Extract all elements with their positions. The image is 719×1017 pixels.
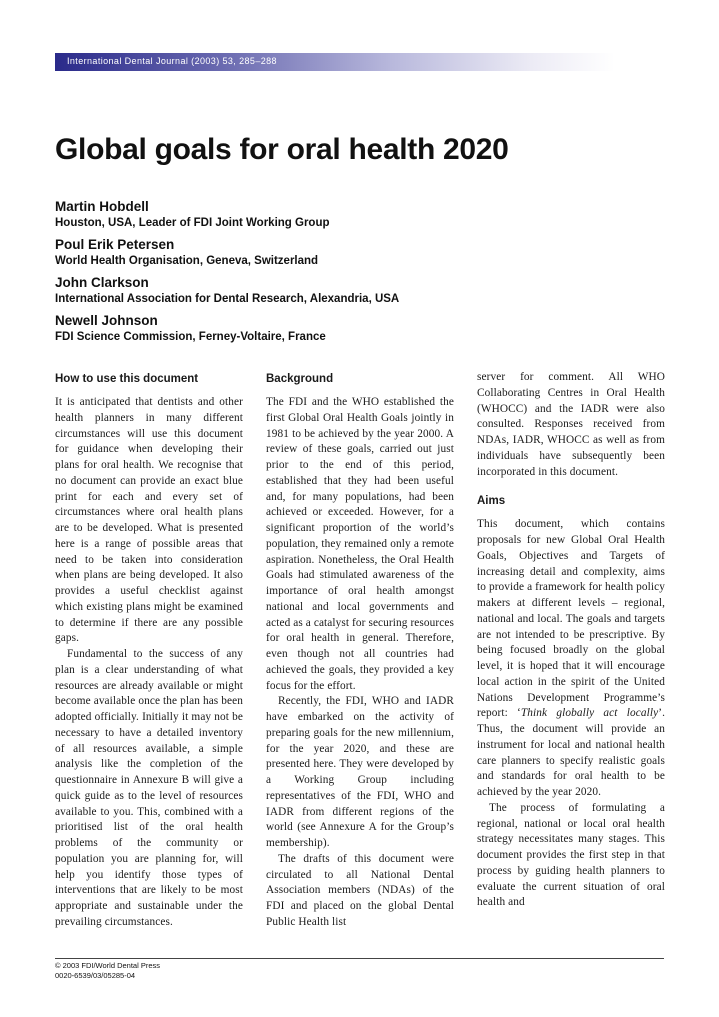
text-run: This document, which contains proposals for new Global Oral Health Goals, Objectives and Targets of increasing detail and complexity, aims to provide a framework for health policy makers at different levels – regional, national and local. The goals and targets are not intended to be prescriptive. By being focused broadly on the global level, it is hoped that it will encourage local action in the spirit of the United Nations Development Programme’s report: ‘ (477, 518, 665, 720)
footer (55, 961, 160, 981)
journal-header-bar (55, 53, 615, 71)
author-name: John Clarkson (55, 275, 149, 290)
paragraph: The process of formulating a regional, national or local oral health strategy necessitates many stages. This document provides the first step in that process by guiding health planners to evaluate the current situation of oral health and (477, 801, 665, 909)
text-run: ’. Thus, the document will provide an instrument for local and national health care planners to specify realistic goals and standards for oral health to be achieved by the year 2020. (477, 707, 665, 798)
section-heading-how-to-use: How to use this document (55, 373, 199, 385)
section-heading-background: Background (266, 373, 334, 385)
italic-quote: Think globally act locally (520, 707, 659, 720)
author-name: Martin Hobdell (55, 199, 149, 214)
author-affiliation: FDI Science Commission, Ferney-Voltaire, France (55, 331, 326, 343)
paragraph: Recently, the FDI, WHO and IADR have embarked on the activity of preparing goals for the new millennium, for the year 2020, and these are presented here. They were developed by a Working Group including representatives of the FDI, WHO and IADR from different regions of the world (see Annexure A for the Group’s membership). (266, 695, 454, 849)
footer-divider (55, 958, 664, 959)
paragraph (477, 517, 665, 801)
author-entry (55, 273, 655, 307)
author-entry (55, 197, 655, 231)
author-name: Newell Johnson (55, 313, 158, 328)
author-entry (55, 311, 655, 345)
paragraph: Fundamental to the success of any plan is a clear understanding of what resources are already available or might become available once the plan has been adopted officially. Initially it may not be necessary to have a detailed inventory of all resources available, a simple analysis like the completion of the questionnaire in Annexure B will give a quick guide as to the level of resources available to you. This, combined with a prioritised list of the oral health problems of the community or population you are planning for, will help you identify those types of interventions that are likely to be most appropriate and sustainable under the prevailing circumstances. (55, 648, 243, 928)
column-right (477, 370, 665, 911)
author-name: Poul Erik Petersen (55, 237, 175, 252)
journal-citation: International Dental Journal (2003) 53, 285–288 (67, 56, 277, 66)
paragraph: The FDI and the WHO established the first Global Oral Health Goals jointly in 1981 to be achieved by the year 2000. A review of these goals, carried out just prior to the end of this period, established that they had been useful and, for many populations, had been achieved or exceeded. However, for a significant proportion of the world’s population, they remained only a remote aspiration. Nonetheless, the Oral Health Goals had stimulated awareness of the importance of oral health amongst national and local governments and acted as a catalyst for securing resources for oral health in general. Therefore, even though not all countries had achieved the goals, they provided a key focus for the effort. (266, 396, 455, 692)
author-entry (55, 235, 655, 269)
paragraph: server for comment. All WHO Collaborating Centres in Oral Health (WHOCC) and the IADR were also consulted. Responses received from NDAs, IADR, WHOCC as well as from individuals have subsequently been incorporated in this document. (477, 371, 665, 478)
copyright-notice: © 2003 FDI/World Dental Press (55, 961, 161, 970)
author-affiliation: World Health Organisation, Geneva, Switzerland (55, 255, 319, 267)
paragraph: The drafts of this document were circulated to all National Dental Association members (NDAs) of the FDI and placed on the global Dental Public Health list (266, 852, 454, 928)
column-left (55, 370, 243, 931)
section-heading-aims: Aims (477, 495, 506, 508)
article-title: Global goals for oral health 2020 (55, 133, 509, 166)
column-middle (266, 370, 454, 931)
author-list (55, 197, 655, 349)
author-affiliation: International Association for Dental Research, Alexandria, USA (55, 293, 400, 305)
article-code: 0020-6539/03/05285-04 (55, 971, 136, 980)
paragraph: It is anticipated that dentists and other health planners in many different circumstances will use this document for guidance when developing their plans for oral health. We recognise that no document can provide an exact blue print for each and every set of circumstances where oral health plans are to be developed. What is presented here is a range of possible areas that need to be taken into consideration when plans are being developed. It also provides a useful checklist against which existing plans might be examined to determine if there are any possible gaps. (55, 396, 243, 645)
author-affiliation: Houston, USA, Leader of FDI Joint Working Group (55, 217, 330, 229)
